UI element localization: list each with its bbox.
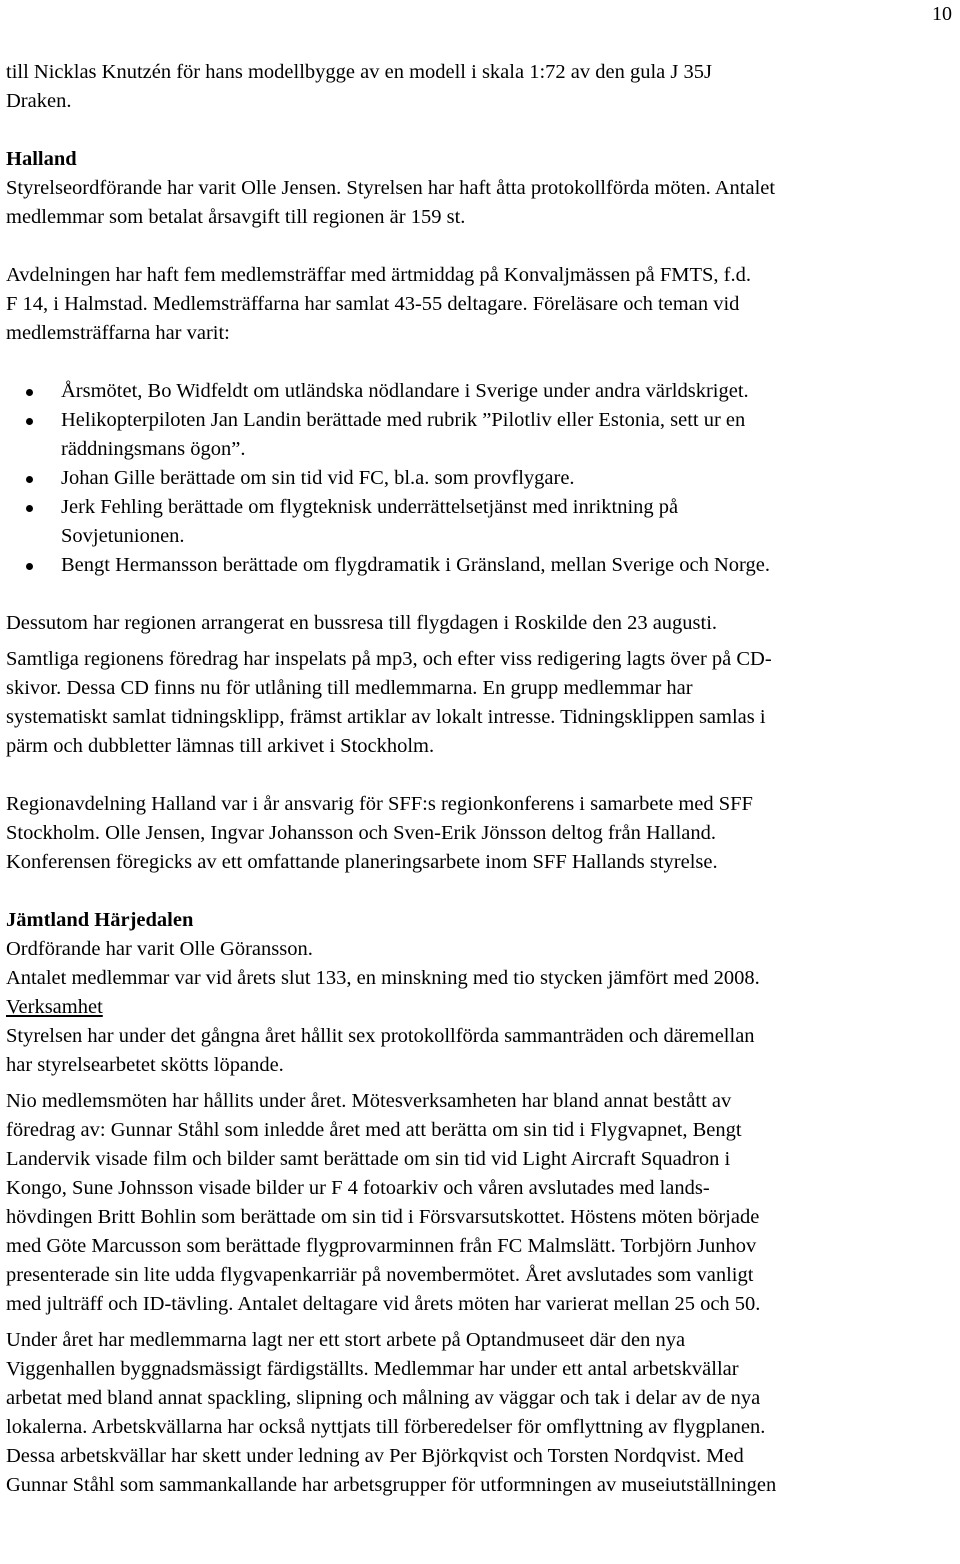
- list-item: [6, 377, 952, 406]
- text-line: arbetat med bland annat spackling, slipning och målning av väggar och tak i delar av de nya: [6, 1387, 761, 1409]
- text-line: Styrelseordförande har varit Olle Jensen. Styrelsen har haft åtta protokollförda möten. Antalet: [6, 177, 776, 199]
- paragraph-gap: [6, 116, 952, 145]
- bullet-icon: [26, 563, 33, 570]
- text-line: pärm och dubbletter lämnas till arkivet i Stockholm.: [6, 735, 435, 757]
- text-line: Samtliga regionens föredrag har inspelats på mp3, och efter viss redigering lagts över på CD-: [6, 648, 772, 670]
- text-line: hövdingen Britt Bohlin som berättade om sin tid i Försvarsutskottet. Höstens möten började: [6, 1206, 760, 1228]
- paragraph-gap: [6, 877, 952, 906]
- bullet-list: [6, 377, 952, 580]
- paragraph: [6, 1087, 952, 1319]
- paragraph: [6, 1326, 952, 1500]
- text-line: Viggenhallen byggnadsmässigt färdigställts. Medlemmar har under ett antal arbetskvällar: [6, 1358, 739, 1380]
- bullet-icon: [26, 505, 33, 512]
- text-line: medlemsträffarna har varit:: [6, 322, 230, 344]
- paragraph: [6, 174, 952, 232]
- text-line: Gunnar Ståhl som sammankallande har arbetsgrupper för utformningen av museiutställningen: [6, 1474, 777, 1496]
- list-item: [6, 464, 952, 493]
- paragraph-spacer: [6, 1319, 952, 1326]
- list-item-text: Årsmötet, Bo Widfeldt om utländska nödlandare i Sverige under andra världskriget.: [61, 380, 749, 402]
- bullet-icon: [26, 418, 33, 425]
- text-line: systematiskt samlat tidningsklipp, främst artiklar av lokalt intresse. Tidningsklippen samlas i: [6, 706, 766, 728]
- paragraph: [6, 58, 952, 116]
- text-line: Stockholm. Olle Jensen, Ingvar Johansson och Sven-Erik Jönsson deltog från Halland.: [6, 822, 716, 844]
- paragraph-gap: [6, 761, 952, 790]
- text-line: Draken.: [6, 90, 72, 112]
- paragraph: [6, 935, 952, 993]
- text-line: medlemmar som betalat årsavgift till regionen är 159 st.: [6, 206, 466, 228]
- text-line: till Nicklas Knutzén för hans modellbygge av en modell i skala 1:72 av den gula J 35J: [6, 61, 712, 83]
- text-line: Nio medlemsmöten har hållits under året. Mötesverksamheten har bland annat bestått av: [6, 1090, 732, 1112]
- paragraph: [6, 645, 952, 761]
- paragraph: [6, 261, 952, 348]
- paragraph-gap: [6, 580, 952, 609]
- text-line: Under året har medlemmarna lagt ner ett stort arbete på Optandmuseet där den nya: [6, 1329, 686, 1351]
- page-number: 10: [932, 3, 952, 25]
- text-line: skivor. Dessa CD finns nu för utlåning till medlemmarna. En grupp medlemmar har: [6, 677, 693, 699]
- text-line: Regionavdelning Halland var i år ansvarig för SFF:s regionkonferens i samarbete med SFF: [6, 793, 753, 815]
- subsection-heading: [6, 993, 952, 1022]
- text-line: Antalet medlemmar var vid årets slut 133, en minskning med tio stycken jämfört med 2008.: [6, 967, 760, 989]
- text-line: Dessa arbetskvällar har skett under ledning av Per Björkqvist och Torsten Nordqvist. Med: [6, 1445, 744, 1467]
- paragraph: [6, 609, 952, 638]
- document-body: [6, 58, 952, 1500]
- text-line: Kongo, Sune Johnsson visade bilder ur F 4 fotoarkiv och våren avslutades med lands-: [6, 1177, 710, 1199]
- paragraph: [6, 790, 952, 877]
- text-line: Landervik visade film och bilder samt berättade om sin tid vid Light Aircraft Squadron i: [6, 1148, 731, 1170]
- text-line: Halland: [6, 148, 77, 170]
- text-line: föredrag av: Gunnar Ståhl som inledde året med att berätta om sin tid i Flygvapnet, Bengt: [6, 1119, 742, 1141]
- text-line: Dessutom har regionen arrangerat en bussresa till flygdagen i Roskilde den 23 augusti.: [6, 612, 718, 634]
- paragraph-spacer: [6, 1080, 952, 1087]
- text-line: F 14, i Halmstad. Medlemsträffarna har samlat 43-55 deltagare. Föreläsare och teman vid: [6, 293, 740, 315]
- paragraph-gap: [6, 232, 952, 261]
- bullet-icon: [26, 476, 33, 483]
- text-line: Konferensen föregicks av ett omfattande planeringsarbete inom SFF Hallands styrelse.: [6, 851, 718, 873]
- text-line: Jämtland Härjedalen: [6, 909, 194, 931]
- paragraph: [6, 1022, 952, 1080]
- text-line: Avdelningen har haft fem medlemsträffar med ärtmiddag på Konvaljmässen på FMTS, f.d.: [6, 264, 752, 286]
- text-line: presenterade sin lite udda flygvapenkarriär på novembermötet. Året avslutades som vanligt: [6, 1264, 754, 1286]
- bullet-icon: [26, 389, 33, 396]
- list-item-text: Helikopterpiloten Jan Landin berättade med rubrik ”Pilotliv eller Estonia, sett ur en: [61, 409, 746, 431]
- text-line: Ordförande har varit Olle Göransson.: [6, 938, 313, 960]
- list-item: [6, 493, 952, 551]
- text-line: med julträff och ID-tävling. Antalet deltagare vid årets möten har varierat mellan 25 och 50.: [6, 1293, 761, 1315]
- list-item-text: Sovjetunionen.: [61, 525, 185, 547]
- list-item-text: Jerk Fehling berättade om flygteknisk underrättelsetjänst med inriktning på: [61, 496, 679, 518]
- section-heading: [6, 145, 952, 174]
- text-line: Styrelsen har under det gångna året hållit sex protokollförda sammanträden och däremellan: [6, 1025, 755, 1047]
- text-line: lokalerna. Arbetskvällarna har också nyttjats till förberedelser för omflyttning av flygplanen.: [6, 1416, 766, 1438]
- list-item: [6, 406, 952, 464]
- list-item-text: räddningsmans ögon”.: [61, 438, 246, 460]
- section-heading: [6, 906, 952, 935]
- text-line: har styrelsearbetet skötts löpande.: [6, 1054, 284, 1076]
- list-item-text: Bengt Hermansson berättade om flygdramatik i Gränsland, mellan Sverige och Norge.: [61, 554, 770, 576]
- list-item: [6, 551, 952, 580]
- text-line: med Göte Marcusson som berättade flygprovarminnen från FC Malmslätt. Torbjörn Junhov: [6, 1235, 757, 1257]
- list-item-text: Johan Gille berättade om sin tid vid FC, bl.a. som provflygare.: [61, 467, 575, 489]
- paragraph-spacer: [6, 638, 952, 645]
- paragraph-gap: [6, 348, 952, 377]
- text-line: Verksamhet: [6, 996, 103, 1018]
